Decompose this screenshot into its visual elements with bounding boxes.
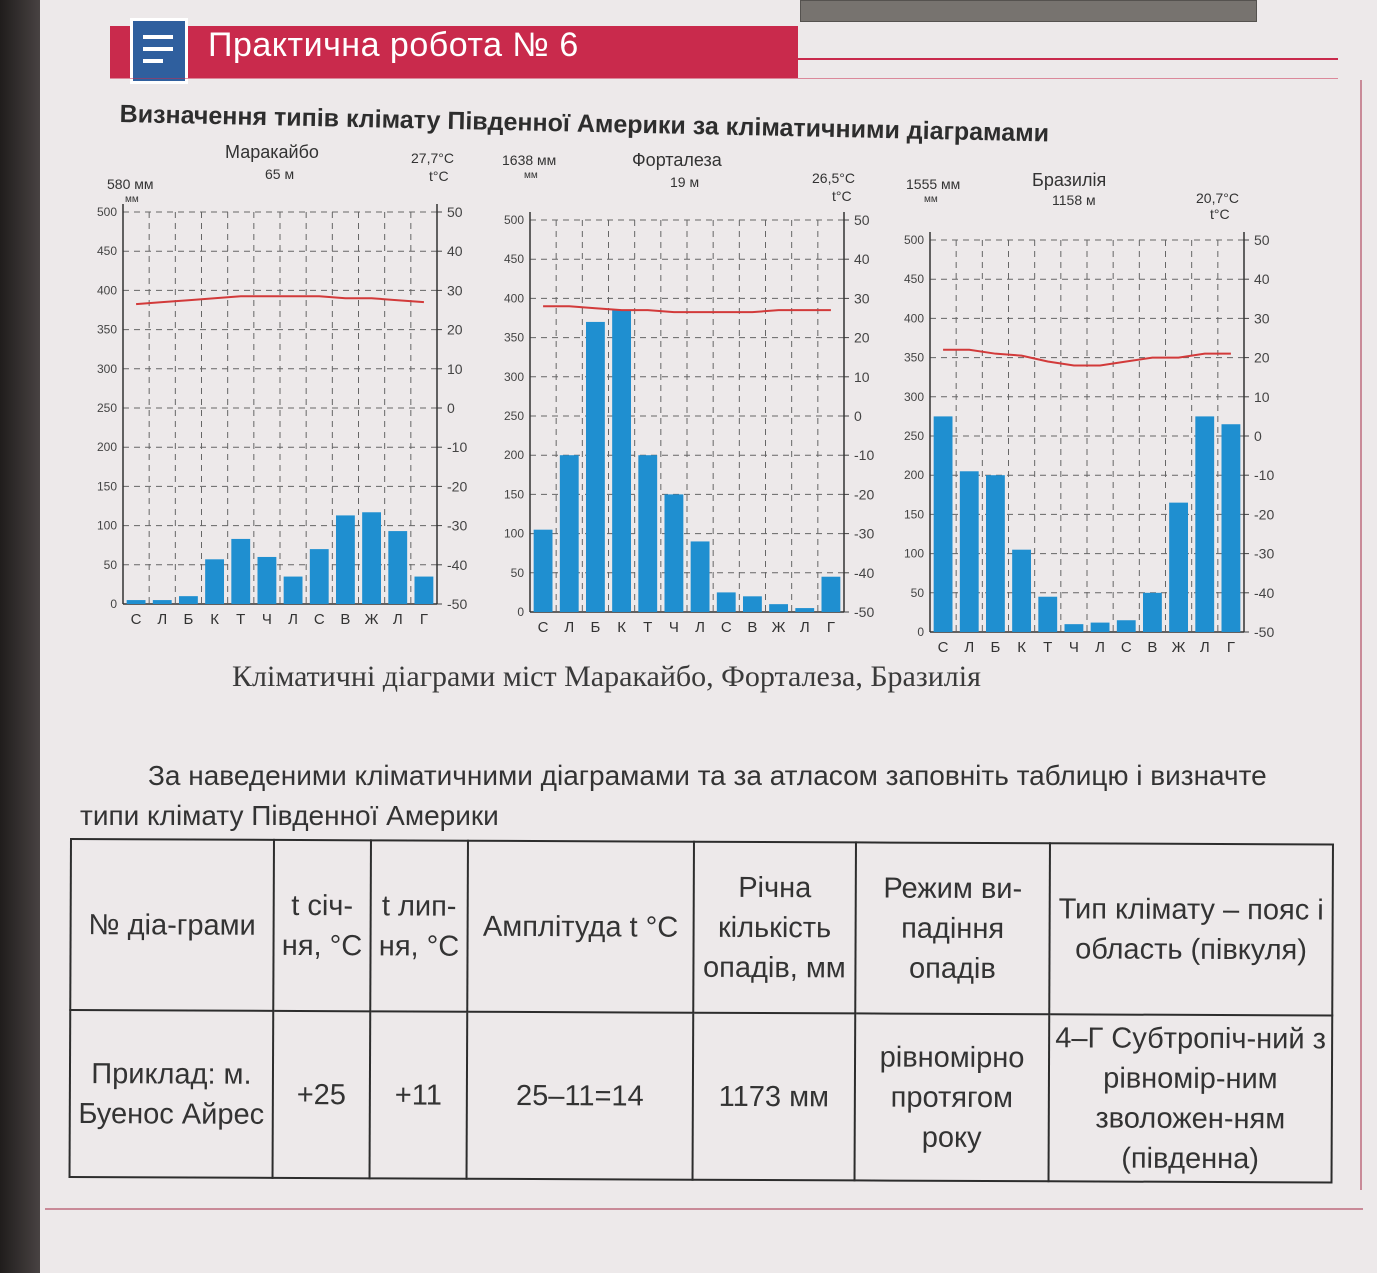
- table-cell: 25–11=14: [467, 1012, 694, 1180]
- y-tick-label-temp: 50: [1254, 232, 1270, 248]
- y-tick-label-temp: -40: [854, 564, 875, 581]
- table-header-row: [70, 839, 1333, 1016]
- chart-precip-unit: мм: [924, 194, 938, 205]
- x-tick-label-month: Л: [1095, 639, 1106, 656]
- y-tick-label-precip: 0: [517, 605, 524, 619]
- task-text: За наведеними кліматичними діаграмами та за атласом заповніть таблицю і визначте типи клімату Південної Америки: [80, 760, 1267, 831]
- y-tick-label-precip: 300: [903, 389, 924, 404]
- x-tick-label-month: Б: [590, 619, 601, 636]
- x-tick-label-month: Т: [236, 611, 246, 628]
- precip-bar: [1038, 597, 1057, 632]
- chart-precip-unit: мм: [524, 170, 538, 181]
- climate-table: [69, 838, 1334, 1184]
- precip-bar: [127, 600, 146, 604]
- precip-bar: [284, 577, 303, 604]
- chart-annual-precip-label: 580 мм: [107, 176, 154, 192]
- chart-city-label: Форталеза: [632, 150, 722, 170]
- precip-bar: [1143, 593, 1162, 632]
- x-tick-label-month: Л: [288, 611, 299, 628]
- y-tick-label-precip: 0: [917, 625, 924, 639]
- precip-bar: [205, 559, 224, 604]
- precip-bar: [560, 455, 579, 612]
- y-tick-label-precip: 100: [96, 518, 117, 533]
- x-tick-label-month: Л: [799, 619, 810, 636]
- y-tick-label-precip: 150: [903, 507, 924, 522]
- precip-bar: [960, 471, 979, 632]
- y-tick-label-precip: 200: [903, 468, 924, 483]
- y-tick-label-temp: 0: [854, 408, 862, 424]
- x-tick-label-month: С: [1120, 639, 1132, 656]
- precip-bar: [934, 416, 953, 632]
- y-tick-label-precip: 400: [96, 283, 117, 298]
- chart-plot: [892, 168, 1275, 656]
- x-tick-label-month: Г: [419, 611, 428, 628]
- x-tick-label-month: В: [340, 611, 351, 628]
- table-cell: Приклад: м. Буенос Айрес: [70, 1010, 274, 1178]
- chart-temp-unit: t°С: [429, 168, 449, 184]
- col-header-july-temp: t лип-ня, °С: [370, 840, 468, 1011]
- climate-chart-brasilia: [892, 168, 1275, 656]
- precip-bar: [534, 530, 553, 612]
- y-tick-label-temp: -20: [1254, 506, 1275, 523]
- x-tick-label-month: С: [130, 611, 142, 628]
- x-tick-label-month: Б: [990, 639, 1001, 656]
- precip-bar: [1091, 623, 1110, 632]
- precip-bar: [414, 577, 433, 604]
- x-tick-label-month: Л: [1199, 639, 1210, 656]
- precip-bar: [1195, 416, 1214, 632]
- x-tick-label-month: В: [1147, 639, 1158, 656]
- y-tick-label-precip: 350: [96, 322, 117, 337]
- x-tick-label-month: К: [1017, 639, 1026, 656]
- y-tick-label-temp: 30: [854, 290, 870, 307]
- y-tick-label-temp: -20: [447, 478, 468, 495]
- x-tick-label-month: С: [937, 639, 949, 656]
- chart-elevation-label: 19 м: [670, 174, 700, 190]
- y-tick-label-temp: 10: [854, 368, 870, 385]
- table-cell: 1173 мм: [693, 1013, 856, 1181]
- table-cell: 4–Г Субтропіч-ний з рівномір-ним зволожен-ням (південна): [1049, 1014, 1333, 1182]
- x-tick-label-month: Л: [392, 611, 403, 628]
- col-header-diagram-number: № діа-грами: [70, 839, 274, 1011]
- y-tick-label-temp: 0: [1254, 428, 1262, 444]
- precip-bar: [717, 592, 736, 612]
- x-tick-label-month: С: [537, 619, 549, 636]
- x-tick-label-month: Л: [695, 619, 706, 636]
- table-row: [70, 1010, 1333, 1183]
- y-tick-label-temp: 10: [447, 360, 463, 377]
- y-tick-label-precip: 50: [103, 557, 117, 572]
- y-tick-label-precip: 250: [903, 429, 924, 443]
- x-tick-label-month: К: [617, 619, 626, 636]
- x-tick-label-month: С: [313, 611, 325, 628]
- y-tick-label-precip: 50: [910, 585, 924, 600]
- x-tick-label-month: Ж: [364, 611, 379, 628]
- precip-bar: [821, 577, 840, 612]
- chart-elevation-label: 1158 м: [1052, 192, 1096, 208]
- y-tick-label-precip: 200: [96, 440, 117, 455]
- precip-bar: [1064, 624, 1083, 632]
- x-tick-label-month: Ч: [261, 611, 272, 628]
- y-tick-label-precip: 300: [503, 369, 524, 384]
- y-tick-label-precip: 400: [903, 311, 924, 326]
- x-tick-label-month: Л: [157, 611, 168, 628]
- y-tick-label-temp: -10: [854, 447, 875, 464]
- precip-bar: [743, 596, 762, 612]
- y-tick-label-temp: 20: [854, 329, 870, 346]
- x-tick-label-month: Ж: [1171, 639, 1186, 656]
- y-tick-label-temp: -50: [447, 596, 468, 612]
- precip-bar: [638, 455, 657, 612]
- y-tick-label-temp: 10: [1254, 388, 1270, 405]
- page-title: Практична робота № 6: [208, 26, 579, 64]
- precip-bar: [664, 494, 683, 612]
- climate-chart-fortaleza: [492, 148, 875, 636]
- y-tick-label-precip: 450: [96, 244, 117, 259]
- table-cell: +25: [273, 1011, 371, 1178]
- y-tick-label-precip: 450: [503, 252, 524, 267]
- table-cell: +11: [370, 1011, 468, 1178]
- chart-elevation-label: 65 м: [265, 166, 295, 182]
- precip-bar: [153, 600, 172, 604]
- chart-avg-temp-label: 20,7°С: [1196, 190, 1239, 206]
- y-tick-label-temp: -30: [447, 517, 468, 534]
- notebook-icon: [130, 18, 188, 84]
- precip-bar: [257, 557, 276, 604]
- y-tick-label-precip: 250: [503, 409, 524, 423]
- y-tick-label-temp: -40: [1254, 584, 1275, 601]
- chart-city-label: Маракайбо: [225, 142, 319, 162]
- precip-bar: [1221, 424, 1240, 632]
- chart-annual-precip-label: 1638 мм: [502, 152, 557, 168]
- precip-bar: [1117, 620, 1136, 632]
- y-tick-label-temp: 0: [447, 400, 455, 416]
- table-cell: рівномірно протягом року: [855, 1013, 1050, 1181]
- x-tick-label-month: Т: [1043, 639, 1053, 656]
- x-tick-label-month: Ч: [1068, 639, 1079, 656]
- x-tick-label-month: С: [720, 619, 732, 636]
- y-tick-label-temp: -30: [854, 525, 875, 542]
- y-tick-label-temp: 50: [447, 204, 463, 220]
- y-tick-label-precip: 450: [903, 272, 924, 287]
- precip-bar: [691, 541, 710, 612]
- y-tick-label-precip: 500: [96, 205, 117, 219]
- header-rule-lower: [110, 78, 1338, 79]
- frame-right-line: [1360, 80, 1362, 1190]
- y-tick-label-temp: -50: [854, 604, 875, 620]
- frame-bottom-line: [45, 1208, 1363, 1210]
- chart-city-label: Бразилія: [1032, 170, 1107, 190]
- x-tick-label-month: Ж: [771, 619, 786, 636]
- precip-bar: [231, 539, 250, 604]
- previous-page-edge: [800, 0, 1257, 22]
- y-tick-label-precip: 400: [503, 291, 524, 306]
- chart-precip-unit: мм: [125, 194, 139, 205]
- y-tick-label-temp: 40: [854, 251, 870, 268]
- y-tick-label-precip: 150: [96, 479, 117, 494]
- x-tick-label-month: Т: [643, 619, 653, 636]
- y-tick-label-precip: 250: [96, 401, 117, 415]
- y-tick-label-temp: 20: [447, 321, 463, 338]
- chart-annual-precip-label: 1555 мм: [906, 176, 961, 192]
- precip-bar: [612, 310, 631, 612]
- figure-caption: Кліматичні діаграми міст Маракайбо, Форталеза, Бразилія: [232, 660, 981, 693]
- y-tick-label-precip: 350: [903, 350, 924, 365]
- precip-bar: [1169, 503, 1188, 632]
- y-tick-label-precip: 500: [503, 213, 524, 227]
- y-tick-label-temp: -10: [1254, 467, 1275, 484]
- col-header-amplitude: Амплітуда t °С: [467, 841, 694, 1013]
- precip-bar: [586, 322, 605, 612]
- col-header-january-temp: t січ-ня, °С: [273, 840, 371, 1011]
- y-tick-label-precip: 500: [903, 233, 924, 247]
- x-tick-label-month: Г: [1226, 639, 1235, 656]
- x-tick-label-month: Ч: [668, 619, 679, 636]
- x-tick-label-month: Л: [964, 639, 975, 656]
- y-tick-label-precip: 150: [503, 487, 524, 502]
- y-tick-label-temp: -40: [447, 556, 468, 573]
- x-tick-label-month: Г: [826, 619, 835, 636]
- y-tick-label-temp: -10: [447, 439, 468, 456]
- y-tick-label-precip: 350: [503, 330, 524, 345]
- precip-bar: [336, 515, 355, 604]
- y-tick-label-temp: 30: [447, 282, 463, 299]
- climate-chart-maracaibo: [85, 140, 468, 628]
- y-tick-label-temp: -20: [854, 486, 875, 503]
- y-tick-label-temp: 30: [1254, 310, 1270, 327]
- precip-bar: [769, 604, 788, 612]
- y-tick-label-temp: 40: [447, 243, 463, 260]
- y-tick-label-temp: 50: [854, 212, 870, 228]
- y-tick-label-temp: -50: [1254, 624, 1275, 640]
- y-tick-label-precip: 50: [510, 565, 524, 580]
- y-tick-label-temp: -30: [1254, 545, 1275, 562]
- precip-bar: [310, 549, 329, 604]
- y-tick-label-precip: 300: [96, 361, 117, 376]
- chart-temp-unit: t°С: [832, 188, 852, 204]
- y-tick-label-precip: 100: [903, 546, 924, 561]
- precip-bar: [1012, 550, 1031, 632]
- y-tick-label-temp: 40: [1254, 271, 1270, 288]
- precip-bar: [986, 475, 1005, 632]
- col-header-annual-precip: Річна кількість опадів, мм: [693, 842, 856, 1014]
- chart-temp-unit: t°С: [1210, 206, 1230, 222]
- col-header-climate-type: Тип клімату – пояс і область (півкуля): [1049, 843, 1333, 1015]
- precip-bar: [362, 512, 381, 604]
- x-tick-label-month: Б: [183, 611, 194, 628]
- header-rule: [798, 58, 1338, 60]
- x-tick-label-month: К: [210, 611, 219, 628]
- col-header-precip-regime: Режим ви-падіння опадів: [855, 842, 1050, 1014]
- y-tick-label-precip: 0: [110, 597, 117, 611]
- y-tick-label-precip: 100: [503, 526, 524, 541]
- y-tick-label-precip: 200: [503, 448, 524, 463]
- precip-bar: [179, 596, 198, 604]
- x-tick-label-month: Л: [564, 619, 575, 636]
- chart-avg-temp-label: 26,5°С: [812, 170, 855, 186]
- y-tick-label-temp: 20: [1254, 349, 1270, 366]
- chart-plot: [492, 148, 875, 636]
- x-tick-label-month: В: [747, 619, 758, 636]
- chart-avg-temp-label: 27,7°С: [411, 150, 454, 166]
- page-subtitle: Визначення типів клімату Південної Америки за кліматичними діаграмами: [119, 100, 1050, 148]
- precip-bar: [795, 608, 814, 612]
- chart-plot: [85, 140, 468, 628]
- precip-bar: [388, 531, 407, 604]
